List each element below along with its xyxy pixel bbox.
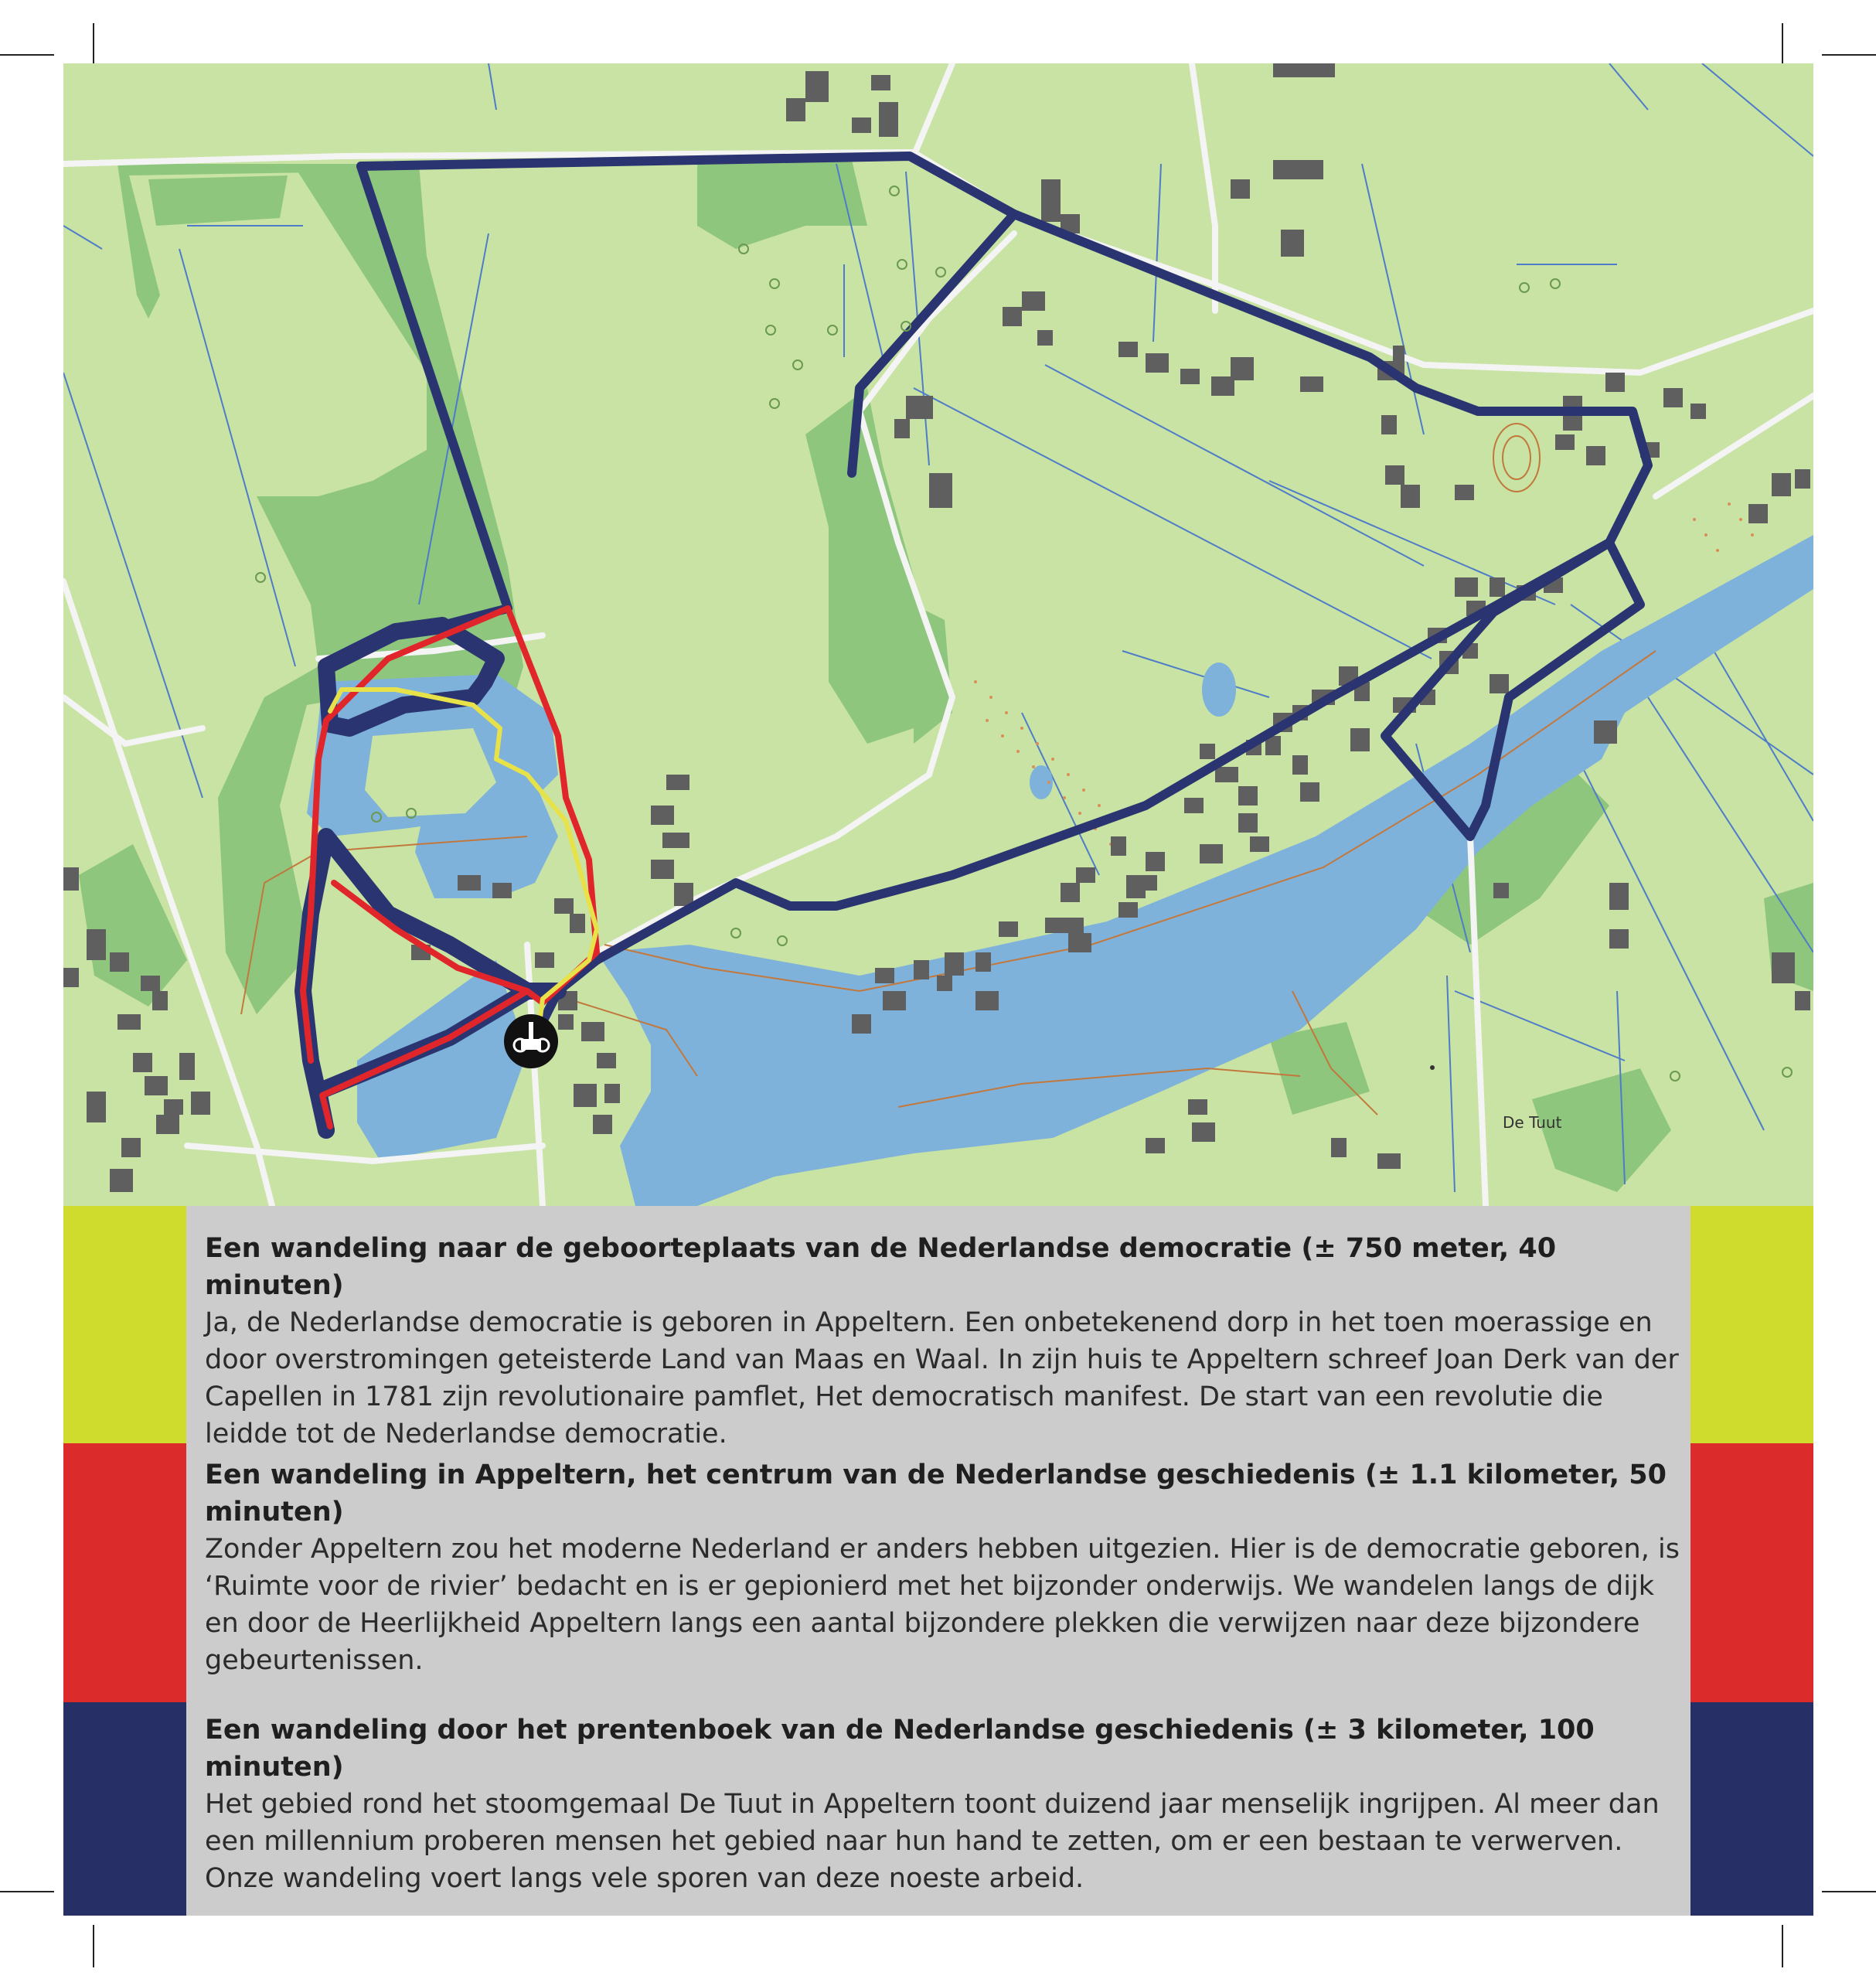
route-title: Een wandeling door het prentenboek van de Nederlandse geschiedenis (± 3 kilometer, 100 minuten) bbox=[205, 1715, 1595, 1783]
legend-band-red-left bbox=[63, 1443, 186, 1702]
crop-mark bbox=[1782, 23, 1783, 66]
crop-mark bbox=[0, 54, 54, 56]
legend-band-blue-right bbox=[1690, 1702, 1813, 1916]
route-description: Ja, de Nederlandse democratie is geboren in Appeltern. Een onbetekenend dorp in het toen moerassige en door overstromingen geteisterde Land van Maas en Waal. In zijn huis te Appeltern schreef Joan Derk van der Capellen in 1781 zijn revolutionaire pamflet, Het democratisch manifest. De start van een revolutie die leidde tot de Nederlandse democratie. bbox=[205, 1307, 1679, 1449]
route-description: Het gebied rond het stoomgemaal De Tuut in Appeltern toont duizend jaar menselijk ingrijpen. Al meer dan een millennium proberen mensen het gebied naar hun hand te zetten, om er een bestaan te verwerven. Onze wandeling voert langs vele sporen van deze noeste arbeid. bbox=[205, 1789, 1660, 1894]
map-canvas[interactable] bbox=[63, 63, 1813, 1206]
legend-band-red-right bbox=[1690, 1443, 1813, 1702]
legend-band-yellow-left bbox=[63, 1206, 186, 1443]
legend-band-yellow-right bbox=[1690, 1206, 1813, 1443]
crop-mark bbox=[93, 23, 94, 66]
start-marker-icon[interactable] bbox=[504, 1014, 558, 1068]
route-item-blue[interactable] bbox=[205, 1712, 1689, 1897]
route-map[interactable] bbox=[63, 63, 1813, 1206]
crop-mark bbox=[1822, 54, 1876, 56]
place-label-de-tuut: De Tuut bbox=[1503, 1113, 1562, 1132]
route-title: Een wandeling naar de geboorteplaats van de Nederlandse democratie (± 750 meter, 40 minuten) bbox=[205, 1233, 1557, 1301]
crop-mark bbox=[93, 1925, 94, 1967]
crop-mark bbox=[1782, 1925, 1783, 1967]
route-item-red[interactable] bbox=[205, 1456, 1689, 1679]
de-tuut-point-icon bbox=[1430, 1065, 1435, 1070]
legend-band-blue-left bbox=[63, 1702, 186, 1916]
route-item-yellow[interactable] bbox=[205, 1230, 1689, 1453]
route-legend bbox=[63, 1206, 1813, 1916]
crop-mark bbox=[0, 1891, 54, 1892]
route-title: Een wandeling in Appeltern, het centrum van de Nederlandse geschiedenis (± 1.1 kilometer, 50 minuten) bbox=[205, 1460, 1667, 1528]
crop-mark bbox=[1822, 1891, 1876, 1892]
route-description: Zonder Appeltern zou het moderne Nederland er anders hebben uitgezien. Hier is de democratie geboren, is ‘Ruimte voor de rivier’ bedacht en is er gepionierd met het bijzonder onderwijs. We wandelen langs de dijk en door de Heerlijkheid Appeltern langs een aantal bijzondere plekken die verwijzen naar deze bijzondere gebeurtenissen. bbox=[205, 1534, 1680, 1676]
